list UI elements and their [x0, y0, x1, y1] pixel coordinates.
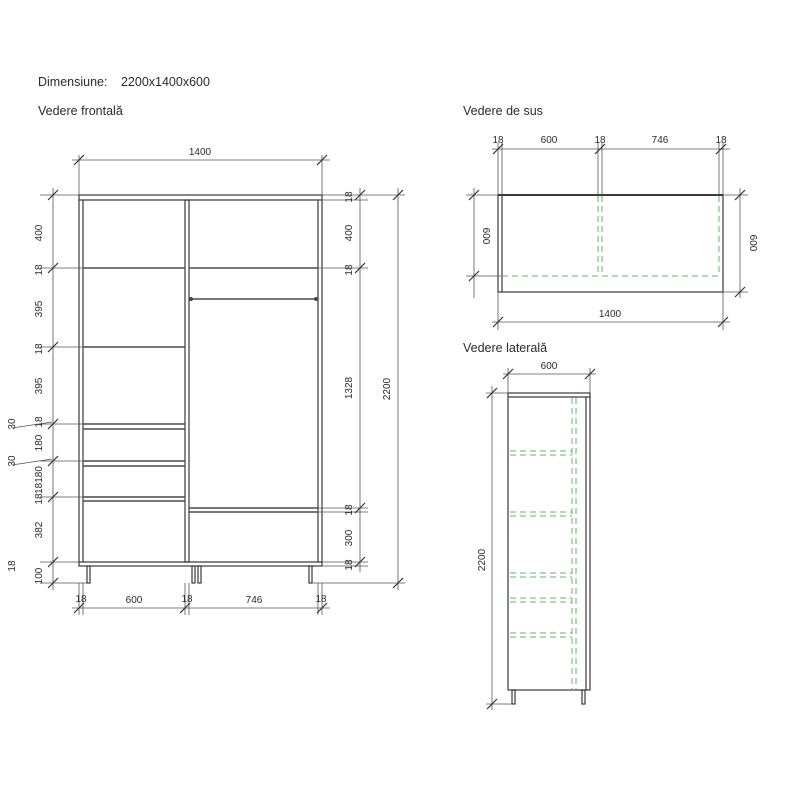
- right-shelf-1-thickness: 18: [344, 264, 355, 276]
- front-width-value: 1400: [188, 147, 212, 158]
- left-drawer-1: 180: [34, 434, 45, 452]
- front-center-divider: [185, 200, 189, 562]
- left-drawer-gap-2: 30: [7, 455, 18, 467]
- leg-2: [192, 566, 195, 583]
- right-bottom-compartment: 300: [344, 529, 355, 547]
- left-compartment-3: 395: [34, 377, 45, 395]
- left-base-panel: 18: [7, 560, 18, 572]
- left-compartment-2: 395: [34, 300, 45, 318]
- side-view: [477, 361, 596, 710]
- left-shelf-4-thickness: 18: [34, 493, 45, 505]
- top-overall-width: 1400: [598, 309, 622, 320]
- bottom-mid-panel: 18: [181, 594, 193, 605]
- top-panel-left: 18: [492, 135, 504, 146]
- right-base-panel: 18: [344, 559, 355, 571]
- dimension-label: Dimensiune:: [38, 75, 108, 89]
- bottom-left-width: 600: [125, 595, 143, 606]
- side-outline: [508, 393, 590, 690]
- side-leg-1: [512, 690, 515, 704]
- side-height-value: 2200: [477, 548, 488, 572]
- bottom-right-width: 746: [245, 595, 263, 606]
- leg-1: [87, 566, 90, 583]
- right-top-panel: 18: [344, 191, 355, 203]
- front-outer-frame: [79, 195, 322, 566]
- leg-4: [309, 566, 312, 583]
- right-hanging-space: 1328: [344, 376, 355, 400]
- side-depth-value: 600: [540, 361, 558, 372]
- front-height-value: 2200: [382, 377, 393, 401]
- front-view-title: Vedere frontală: [38, 104, 123, 118]
- left-drawer-gap-1: 30: [7, 418, 18, 430]
- right-shelf-2-thickness: 18: [344, 504, 355, 516]
- top-depth-right: 600: [747, 234, 758, 252]
- left-legs: 100: [34, 567, 45, 585]
- dimension-value: 2200x1400x600: [120, 75, 210, 89]
- left-shelf-1-thickness: 18: [34, 264, 45, 276]
- side-view-title: Vedere laterală: [463, 341, 548, 355]
- top-panel-right: 18: [715, 135, 727, 146]
- left-top-compartment: 400: [34, 224, 45, 242]
- top-panel-mid: 18: [594, 135, 606, 146]
- left-drawer-2: 18180: [34, 466, 45, 494]
- front-view: [7, 147, 405, 615]
- top-width-right: 746: [651, 135, 669, 146]
- hanging-rail-end-right: [314, 297, 318, 301]
- top-depth-left: 600: [480, 227, 491, 245]
- left-shelf-2-thickness: 18: [34, 343, 45, 355]
- hanging-rail-end-left: [189, 297, 193, 301]
- top-outline: [498, 195, 723, 292]
- left-shelf-3-thickness: 18: [34, 416, 45, 428]
- bottom-right-panel: 18: [315, 594, 327, 605]
- right-top-compartment: 400: [344, 224, 355, 242]
- bottom-left-panel: 18: [75, 594, 87, 605]
- side-leg-2: [582, 690, 585, 704]
- top-view-title: Vedere de sus: [463, 104, 543, 118]
- leg-3: [198, 566, 201, 583]
- top-view: [466, 135, 758, 330]
- top-width-left: 600: [540, 135, 558, 146]
- left-bottom-compartment: 382: [34, 521, 45, 539]
